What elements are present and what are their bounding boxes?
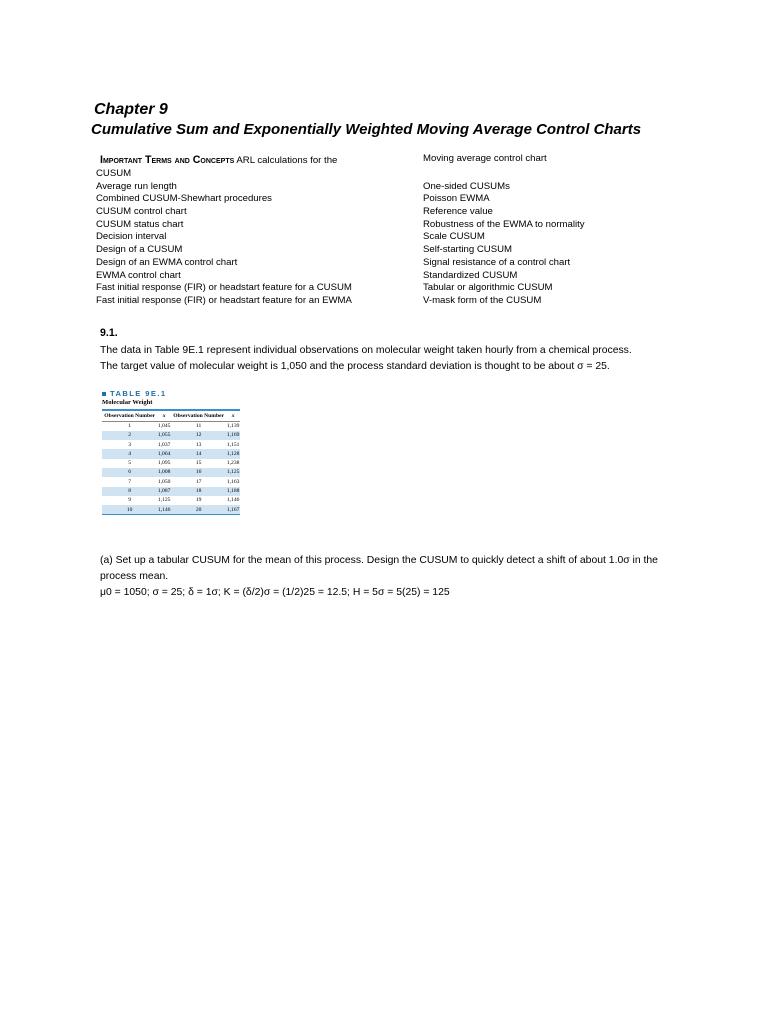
table-cell: 1,125 xyxy=(226,469,240,476)
caption-square-icon xyxy=(102,392,106,396)
table-cell: 1,095 xyxy=(157,460,171,467)
term-item: Reference value xyxy=(423,206,493,218)
term-item: Decision interval xyxy=(96,231,167,243)
table-cell: 1,045 xyxy=(157,423,171,429)
table-row xyxy=(102,440,240,449)
term-item: Fast initial response (FIR) or headstart feature for a CUSUM xyxy=(96,282,352,294)
table-cell: 1,188 xyxy=(226,488,240,495)
table-cell: 13 xyxy=(195,441,202,448)
table-cell: 20 xyxy=(171,505,226,515)
table-cell: 10 xyxy=(102,505,157,515)
table-cell: 1,163 xyxy=(226,478,240,485)
term-item: Moving average control chart xyxy=(423,153,547,164)
part-a xyxy=(100,553,660,601)
table-cell: 9 xyxy=(128,497,132,504)
table-row xyxy=(102,459,240,468)
header-x-2: x xyxy=(226,410,240,421)
table-cell: 19 xyxy=(195,497,202,504)
table-body xyxy=(102,421,240,515)
table-row xyxy=(102,505,240,515)
table-cell: 1,146 xyxy=(157,505,171,515)
table-row xyxy=(102,421,240,431)
chapter-title: Cumulative Sum and Exponentially Weighted Moving Average Control Charts xyxy=(91,121,642,138)
table-cell: 1,128 xyxy=(226,450,240,457)
term-item: Design of a CUSUM xyxy=(96,244,183,256)
term-item: Fast initial response (FIR) or headstart feature for an EWMA xyxy=(96,294,352,306)
term-item: CUSUM xyxy=(96,168,132,179)
term-item: Design of an EWMA control chart xyxy=(96,256,238,268)
table-cell: 3 xyxy=(128,441,132,448)
table-cell: 18 xyxy=(171,487,226,496)
observation-table xyxy=(102,409,240,515)
term-item: CUSUM status chart xyxy=(96,218,184,230)
term-item: CUSUM control chart xyxy=(96,206,187,218)
table-cell: 1,146 xyxy=(226,497,240,504)
term-item: Combined CUSUM-Shewhart procedures xyxy=(96,193,272,205)
term-item: EWMA control chart xyxy=(96,269,181,281)
table-cell: 7 xyxy=(128,478,132,485)
header-observation-2: Observation Number xyxy=(171,410,226,421)
term-item: Self-starting CUSUM xyxy=(423,244,513,256)
table-row xyxy=(102,487,240,496)
terms-right-column xyxy=(423,153,693,308)
table-cell: 1,151 xyxy=(226,441,240,448)
table-row xyxy=(102,431,240,440)
table-cell: 1,037 xyxy=(157,441,171,448)
table-9e1 xyxy=(102,389,242,515)
table-cell: 1,139 xyxy=(226,423,240,429)
table-cell: 2 xyxy=(102,431,157,440)
header-x-1: x xyxy=(157,410,171,421)
part-a-formula: μ0 = 1050; σ = 25; δ = 1σ; K = (δ/2)σ = (1/2)25 = 12.5; H = 5σ = 5(25) = 125 xyxy=(100,587,450,598)
term-item: Signal resistance of a control chart xyxy=(423,256,571,268)
table-cell: 1,050 xyxy=(157,478,171,485)
table-cell: 11 xyxy=(195,423,202,429)
term-item: ARL calculations for the xyxy=(236,155,338,166)
term-spacer xyxy=(423,168,693,181)
chapter-label: Chapter 9 xyxy=(94,101,168,118)
table-row xyxy=(102,468,240,477)
terms-heading: Important Terms and Concepts xyxy=(100,154,235,166)
table-row xyxy=(102,449,240,458)
term-item: Scale CUSUM xyxy=(423,231,485,243)
table-cell: 1,008 xyxy=(157,469,171,476)
table-cell: 17 xyxy=(195,478,202,485)
term-item: Robustness of the EWMA to normality xyxy=(423,218,585,230)
term-item: Average run length xyxy=(96,180,177,192)
table-cell: 5 xyxy=(128,460,132,467)
terms-left-column xyxy=(96,153,406,308)
term-item: Standardized CUSUM xyxy=(423,269,518,281)
term-item: Tabular or algorithmic CUSUM xyxy=(423,282,553,294)
table-caption xyxy=(102,389,242,399)
table-cell: 6 xyxy=(102,468,157,477)
table-cell: 1,169 xyxy=(226,432,240,439)
term-item: V-mask form of the CUSUM xyxy=(423,294,542,306)
header-observation-1: Observation Number xyxy=(102,410,157,421)
table-cell: 14 xyxy=(171,449,226,458)
table-cell: 12 xyxy=(171,431,226,440)
table-cell: 1,125 xyxy=(157,497,171,504)
terms-first-line xyxy=(96,153,406,168)
table-subtitle: Molecular Weight xyxy=(102,399,153,406)
term-item: Poisson EWMA xyxy=(423,193,490,205)
table-caption-text: TABLE 9E.1 xyxy=(110,389,167,398)
table-cell: 1,064 xyxy=(157,450,171,457)
problem-number: 9.1. xyxy=(100,327,118,339)
table-cell: 1,167 xyxy=(226,505,240,515)
table-cell: 1,087 xyxy=(157,488,171,495)
table-cell: 8 xyxy=(102,487,157,496)
table-cell: 1,055 xyxy=(157,432,171,439)
term-item: One-sided CUSUMs xyxy=(423,180,510,192)
table-row xyxy=(102,477,240,486)
problem-9-1 xyxy=(100,326,640,374)
table-cell: 1 xyxy=(128,423,132,429)
part-a-text: (a) Set up a tabular CUSUM for the mean of this process. Design the CUSUM to quickly detect a shift of about 1.0σ in the process mean. xyxy=(100,555,658,582)
table-row xyxy=(102,496,240,505)
table-cell: 16 xyxy=(171,468,226,477)
problem-text: The data in Table 9E.1 represent individual observations on molecular weight taken hourly from a chemical process. The target value of molecular weight is 1,050 and the process standard deviation is thought to be about σ = 25. xyxy=(100,344,632,372)
table-cell: 1,238 xyxy=(226,460,240,467)
table-cell: 4 xyxy=(102,449,157,458)
table-cell: 15 xyxy=(195,460,202,467)
